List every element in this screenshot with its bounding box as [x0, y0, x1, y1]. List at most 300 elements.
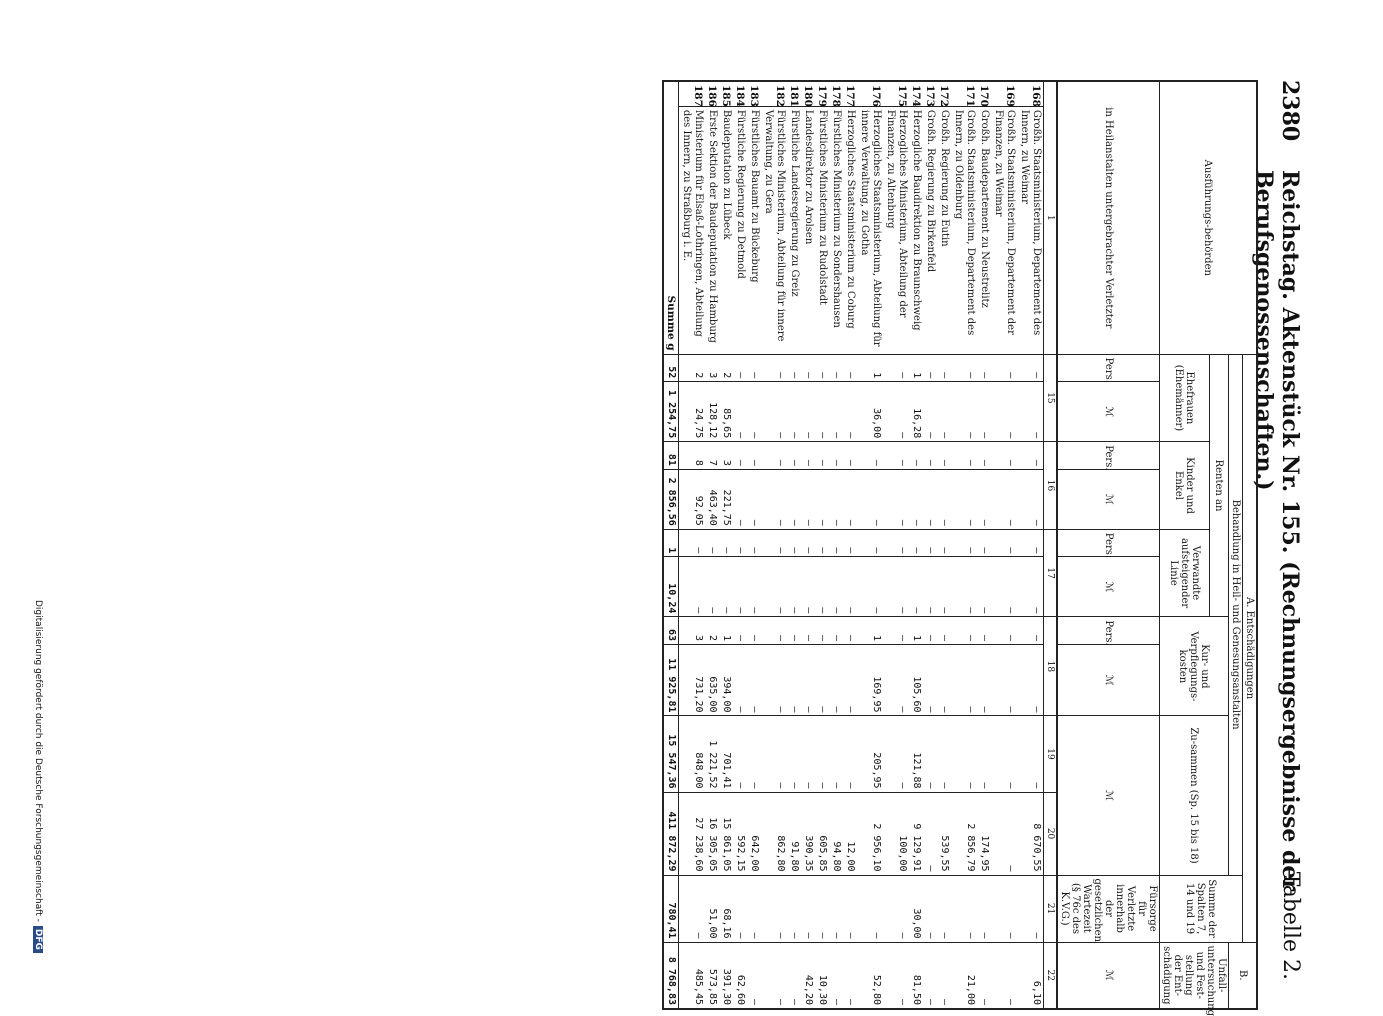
cell-p16: —	[991, 442, 1017, 470]
col-number: 22	[1044, 942, 1058, 1009]
cell-m18: —	[787, 645, 801, 716]
cell-p18: —	[815, 617, 829, 645]
cell-m21: —	[883, 875, 909, 942]
cell-m16: 92,05	[679, 469, 706, 529]
footer-text: Digitalisierung gefördert durch die Deutsche Forschungsgemeinschaft -	[33, 600, 43, 922]
cell-p17: —	[787, 529, 801, 557]
unit-mark: ℳ	[1057, 557, 1160, 617]
cell-m17: —	[857, 557, 883, 617]
cell-m22: 21,00	[951, 942, 977, 1009]
cell-m21: —	[951, 875, 977, 942]
unit-pers: Pers.	[1057, 529, 1160, 557]
cell-m20: 2 856,79	[951, 792, 977, 875]
cell-m21: —	[679, 875, 706, 942]
row-authority: Herzogliches Staatsministerium zu Coburg	[843, 106, 857, 354]
cell-m19: —	[977, 716, 991, 792]
cell-p15: —	[815, 354, 829, 382]
cell-m16: —	[761, 469, 787, 529]
row-authority: Großh. Baudepartement zu Neustrelitz	[977, 106, 991, 354]
cell-m21: —	[1017, 875, 1044, 942]
cell-m18: —	[883, 645, 909, 716]
header-kinder: Kinder und Enkel	[1160, 442, 1210, 530]
footer-credit	[33, 600, 43, 990]
cell-m20: 642,00	[747, 792, 761, 875]
cell-p15: —	[829, 354, 843, 382]
cell-p17: —	[801, 529, 815, 557]
cell-m15: 36,00	[857, 382, 883, 442]
sum-m18: 11 925,81	[663, 645, 679, 716]
cell-p18: —	[991, 617, 1017, 645]
cell-m18: —	[923, 645, 937, 716]
unit-pers: Pers.	[1057, 617, 1160, 645]
cell-m16: —	[923, 469, 937, 529]
cell-m16: —	[883, 469, 909, 529]
cell-p15: 1	[857, 354, 883, 382]
row-index: 177	[843, 81, 857, 106]
row-index: 174	[909, 81, 923, 106]
cell-p16: 7	[705, 442, 719, 470]
cell-m18: —	[843, 645, 857, 716]
cell-m20: 605,85	[815, 792, 829, 875]
cell-m16: —	[937, 469, 951, 529]
cell-m21: —	[937, 875, 951, 942]
cell-m15: —	[951, 382, 977, 442]
page-header	[1251, 80, 1313, 980]
cell-p17: —	[843, 529, 857, 557]
cell-m17: —	[909, 557, 923, 617]
row-index: 180	[801, 81, 815, 106]
cell-p17: —	[937, 529, 951, 557]
cell-p16: —	[977, 442, 991, 470]
cell-m22: —	[843, 942, 857, 1009]
row-authority: Großh. Regierung zu Eutin	[937, 106, 951, 354]
sum-p18: 63	[663, 617, 679, 645]
cell-p17: —	[883, 529, 909, 557]
cell-m20: 91,80	[787, 792, 801, 875]
row-authority: Herzogliche Baudirektion zu Braunschweig	[909, 106, 923, 354]
cell-m16: —	[909, 469, 923, 529]
cell-m22: 573,85	[705, 942, 719, 1009]
col-number: 21	[1044, 875, 1058, 942]
table-row	[761, 81, 787, 1009]
cell-m22: —	[991, 942, 1017, 1009]
cell-m16: —	[733, 469, 747, 529]
row-index: 186	[705, 81, 719, 106]
cell-m15: —	[977, 382, 991, 442]
cell-m17: —	[829, 557, 843, 617]
row-index: 182	[761, 81, 787, 106]
cell-p17: —	[923, 529, 937, 557]
sum-p17: 1	[663, 529, 679, 557]
cell-m21: —	[977, 875, 991, 942]
row-authority: Großh. Regierung zu Birkenfeld	[923, 106, 937, 354]
cell-p17: —	[733, 529, 747, 557]
cell-p16: —	[951, 442, 977, 470]
sum-m17: 10,24	[663, 557, 679, 617]
cell-m22: —	[923, 942, 937, 1009]
data-table	[662, 80, 1258, 1016]
cell-p16: —	[909, 442, 923, 470]
row-authority: Fürstliches Ministerium zu Rudolstadt	[815, 106, 829, 354]
row-index: 172	[937, 81, 951, 106]
cell-m17: —	[883, 557, 909, 617]
cell-m20: 16 305,05	[705, 792, 719, 875]
cell-p17: —	[815, 529, 829, 557]
cell-m15: 85,65	[719, 382, 733, 442]
cell-m20: 94,80	[829, 792, 843, 875]
page-title: Reichstag. Aktenstück Nr. 155. (Rechnungsergebnisse der Berufsgenossenschaften.)	[1251, 170, 1303, 892]
cell-m16: —	[747, 469, 761, 529]
cell-p15: —	[761, 354, 787, 382]
table-row	[733, 81, 747, 1009]
cell-m16: —	[951, 469, 977, 529]
table-row	[801, 81, 815, 1009]
cell-p15: —	[977, 354, 991, 382]
cell-m17: —	[747, 557, 761, 617]
row-index: 168	[1017, 81, 1044, 106]
sum-p16: 81	[663, 442, 679, 470]
cell-m18: 169,95	[857, 645, 883, 716]
cell-m22: —	[977, 942, 991, 1009]
table-row	[829, 81, 843, 1009]
table-row	[719, 81, 733, 1009]
cell-p18: —	[733, 617, 747, 645]
cell-m19: 1 221,52	[705, 716, 719, 792]
cell-p16: —	[815, 442, 829, 470]
cell-m15: 16,28	[909, 382, 923, 442]
cell-m17: —	[1017, 557, 1044, 617]
cell-p18: —	[923, 617, 937, 645]
row-index: 179	[815, 81, 829, 106]
cell-m19: —	[923, 716, 937, 792]
cell-m15: —	[937, 382, 951, 442]
cell-m20: —	[991, 792, 1017, 875]
table-row	[787, 81, 801, 1009]
cell-p15: —	[951, 354, 977, 382]
cell-m21: —	[801, 875, 815, 942]
cell-m17: —	[733, 557, 747, 617]
cell-m21: —	[829, 875, 843, 942]
table-row	[815, 81, 829, 1009]
cell-m15: —	[829, 382, 843, 442]
cell-p16: —	[923, 442, 937, 470]
sum-m20: 411 872,29	[663, 792, 679, 875]
cell-m21: 51,00	[705, 875, 719, 942]
sum-label: Summe g	[663, 81, 679, 354]
cell-p15: 2	[679, 354, 706, 382]
cell-p15: —	[1017, 354, 1044, 382]
cell-p16: —	[1017, 442, 1044, 470]
cell-p18: —	[977, 617, 991, 645]
cell-m16: —	[1017, 469, 1044, 529]
row-authority: Landesdirektor zu Arolsen	[801, 106, 815, 354]
cell-m17: —	[801, 557, 815, 617]
cell-m20: 592,15	[733, 792, 747, 875]
cell-m18: —	[801, 645, 815, 716]
cell-m18: —	[937, 645, 951, 716]
cell-m18: 635,00	[705, 645, 719, 716]
cell-m17: —	[843, 557, 857, 617]
cell-p15: —	[801, 354, 815, 382]
cell-m16: —	[977, 469, 991, 529]
col-number: 1	[1044, 81, 1058, 354]
cell-p18: —	[829, 617, 843, 645]
cell-m18: —	[747, 645, 761, 716]
cell-m19: —	[829, 716, 843, 792]
cell-p17: —	[1017, 529, 1044, 557]
header-group-a: A. Entschädigungen	[1243, 354, 1258, 942]
cell-m22: 81,50	[909, 942, 923, 1009]
unit-mark: ℳ	[1057, 469, 1160, 529]
cell-m21: —	[747, 875, 761, 942]
sum-m15: 1 254,75	[663, 382, 679, 442]
cell-m15: —	[733, 382, 747, 442]
cell-m22: —	[787, 942, 801, 1009]
cell-m19: —	[843, 716, 857, 792]
cell-p17: —	[909, 529, 923, 557]
cell-m16: —	[843, 469, 857, 529]
unit-pers: Pers.	[1057, 354, 1160, 382]
cell-m20: 27 238,60	[679, 792, 706, 875]
cell-m19: —	[815, 716, 829, 792]
cell-p15: —	[733, 354, 747, 382]
row-index: 176	[857, 81, 883, 106]
cell-p18: 1	[719, 617, 733, 645]
cell-m20: —	[923, 792, 937, 875]
unit-pers: Pers.	[1057, 442, 1160, 470]
sum-p15: 52	[663, 354, 679, 382]
cell-p18: —	[787, 617, 801, 645]
cell-m16: —	[787, 469, 801, 529]
table-row	[923, 81, 937, 1009]
cell-m19: —	[1017, 716, 1044, 792]
cell-m19: —	[991, 716, 1017, 792]
row-index: 175	[883, 81, 909, 106]
row-authority: Baudeputation zu Lübeck	[719, 106, 733, 354]
cell-m17: —	[787, 557, 801, 617]
cell-m22: 42,20	[801, 942, 815, 1009]
cell-m21: —	[733, 875, 747, 942]
cell-m19: 701,41	[719, 716, 733, 792]
cell-m21: 68,16	[719, 875, 733, 942]
cell-m15: —	[815, 382, 829, 442]
table-row	[937, 81, 951, 1009]
cell-m18: —	[977, 645, 991, 716]
cell-m19: —	[787, 716, 801, 792]
cell-m17: —	[937, 557, 951, 617]
cell-p18: 1	[857, 617, 883, 645]
cell-m19: —	[937, 716, 951, 792]
cell-m19: 205,95	[857, 716, 883, 792]
cell-p17: —	[829, 529, 843, 557]
table-body	[663, 81, 1044, 1009]
sum-m16: 2 856,56	[663, 469, 679, 529]
sum-m21: 780,41	[663, 875, 679, 942]
cell-m21: —	[787, 875, 801, 942]
header-kur: Kur- und Verpflegungs-kosten	[1160, 617, 1229, 716]
cell-p15: 2	[719, 354, 733, 382]
row-authority: Fürstliches Ministerium zu Sondershausen	[829, 106, 843, 354]
cell-m16: —	[991, 469, 1017, 529]
cell-p18: —	[761, 617, 787, 645]
cell-m19: —	[747, 716, 761, 792]
table-label: Tabelle 2.	[1278, 871, 1303, 980]
dfg-logo: DFG	[33, 926, 43, 953]
cell-m16: 221,75	[719, 469, 733, 529]
cell-m17: —	[815, 557, 829, 617]
cell-m20: 8 670,55	[1017, 792, 1044, 875]
row-index: 169	[991, 81, 1017, 106]
cell-m22: —	[747, 942, 761, 1009]
cell-m22: 62,60	[733, 942, 747, 1009]
cell-p16: —	[787, 442, 801, 470]
cell-m15: —	[883, 382, 909, 442]
cell-p17: —	[719, 529, 733, 557]
cell-p15: —	[883, 354, 909, 382]
cell-m22: 485,45	[679, 942, 706, 1009]
unit-mark: ℳ	[1057, 942, 1160, 1009]
table-row	[1017, 81, 1044, 1009]
cell-m16: —	[815, 469, 829, 529]
cell-m22: 391,30	[719, 942, 733, 1009]
table-row	[991, 81, 1017, 1009]
col-number: 18	[1044, 617, 1058, 716]
cell-m19: —	[883, 716, 909, 792]
cell-m18: —	[991, 645, 1017, 716]
cell-p15: —	[991, 354, 1017, 382]
cell-m15: —	[787, 382, 801, 442]
cell-p18: 3	[679, 617, 706, 645]
header-authority: Ausführungs-behörden	[1160, 81, 1258, 354]
cell-p16: 8	[679, 442, 706, 470]
cell-m15: —	[1017, 382, 1044, 442]
cell-p16: —	[733, 442, 747, 470]
cell-p16: —	[937, 442, 951, 470]
unit-mark: ℳ	[1057, 645, 1160, 716]
table-row	[679, 81, 706, 1009]
cell-p16: —	[829, 442, 843, 470]
row-index: 184	[733, 81, 747, 106]
cell-p17: —	[679, 529, 706, 557]
cell-m21: —	[761, 875, 787, 942]
cell-m20: 12,00	[843, 792, 857, 875]
cell-m17: —	[991, 557, 1017, 617]
cell-m18: 394,00	[719, 645, 733, 716]
cell-m17: —	[719, 557, 733, 617]
header-summe: Summe der Spalten 7, 14 und 19	[1160, 875, 1243, 942]
cell-p16: —	[761, 442, 787, 470]
cell-p15: 1	[909, 354, 923, 382]
table-row	[857, 81, 883, 1009]
cell-m18: —	[815, 645, 829, 716]
cell-m19: —	[801, 716, 815, 792]
cell-m20: 100,00	[883, 792, 909, 875]
row-authority: Erste Sektion der Baudeputation zu Hamburg	[705, 106, 719, 354]
sum-m19: 15 547,36	[663, 716, 679, 792]
cell-p18: —	[883, 617, 909, 645]
cell-p18: —	[747, 617, 761, 645]
cell-m15: 24,75	[679, 382, 706, 442]
cell-p18: 2	[705, 617, 719, 645]
cell-m17: —	[923, 557, 937, 617]
cell-m20: 9 129,91	[909, 792, 923, 875]
table-row	[909, 81, 923, 1009]
cell-m22: —	[883, 942, 909, 1009]
cell-p16: —	[843, 442, 857, 470]
col-number: 19	[1044, 716, 1058, 792]
cell-p18: —	[937, 617, 951, 645]
cell-p15: —	[843, 354, 857, 382]
cell-p18: 1	[909, 617, 923, 645]
row-authority: Fürstliches Bauamt zu Bückeburg	[747, 106, 761, 354]
table-row	[977, 81, 991, 1009]
row-authority: Ministerium für Elsaß-Lothringen, Abteilung des Innern, zu Straßburg i. E.	[679, 106, 706, 354]
header-renten: Renten an	[1209, 354, 1228, 617]
cell-m20: 174,95	[977, 792, 991, 875]
cell-p18: —	[951, 617, 977, 645]
cell-p16: —	[801, 442, 815, 470]
row-authority: Großh. Staatsministerium, Departement der Finanzen, zu Weimar	[991, 106, 1017, 354]
cell-m15: —	[843, 382, 857, 442]
cell-m19: —	[733, 716, 747, 792]
cell-m17: —	[761, 557, 787, 617]
col-number: 16	[1044, 442, 1058, 530]
cell-p17: —	[857, 529, 883, 557]
cell-m22: 52,80	[857, 942, 883, 1009]
cell-m15: —	[801, 382, 815, 442]
cell-m17: —	[705, 557, 719, 617]
cell-m21: —	[991, 875, 1017, 942]
cell-p18: —	[1017, 617, 1044, 645]
cell-m19: 121,88	[909, 716, 923, 792]
row-index: 171	[951, 81, 977, 106]
sum-m22: 8 768,83	[663, 942, 679, 1009]
cell-p16: 3	[719, 442, 733, 470]
cell-m18: —	[829, 645, 843, 716]
cell-m19: 848,00	[679, 716, 706, 792]
row-authority: Herzogliches Staatsministerium, Abteilung für innere Verwaltung, zu Gotha	[857, 106, 883, 354]
cell-m16: —	[829, 469, 843, 529]
cell-m18: —	[1017, 645, 1044, 716]
header-group-b: B.	[1229, 942, 1258, 1009]
row-authority: Fürstliches Ministerium, Abteilung für innere Verwaltung, zu Gera	[761, 106, 787, 354]
row-index: 170	[977, 81, 991, 106]
cell-p15: —	[923, 354, 937, 382]
cell-m20: 862,80	[761, 792, 787, 875]
cell-m21: —	[843, 875, 857, 942]
cell-m21: 30,00	[909, 875, 923, 942]
cell-p17: —	[991, 529, 1017, 557]
header-fuersorge: Fürsorge für Verletzte innerhalb der gesetzlichen Wartezeit (§ 76c des K.V.G.)	[1057, 875, 1160, 942]
cell-m16: —	[857, 469, 883, 529]
cell-p16: —	[747, 442, 761, 470]
cell-m22: —	[937, 942, 951, 1009]
header-ehefrauen: Ehefrauen (Ehemänner)	[1160, 354, 1210, 442]
row-authority: Herzogliches Ministerium, Abteilung der Finanzen, zu Altenburg	[883, 106, 909, 354]
header-verletzte: in Heilanstalten untergebrachter Verletzter	[1057, 81, 1160, 354]
cell-p18: —	[843, 617, 857, 645]
row-authority: Fürstliche Regierung zu Detmold	[733, 106, 747, 354]
row-authority: Großh. Staatsministerium, Departement des Innern, zu Weimar	[1017, 106, 1044, 354]
cell-p17: —	[747, 529, 761, 557]
row-authority: Fürstliche Landesregierung zu Greiz	[787, 106, 801, 354]
cell-m22: —	[829, 942, 843, 1009]
cell-p18: —	[801, 617, 815, 645]
cell-m15: 128,12	[705, 382, 719, 442]
row-index: 187	[679, 81, 706, 106]
header-heil: Behandlung in Heil- und Genesungsanstalten	[1229, 354, 1243, 875]
cell-m20: 2 956,10	[857, 792, 883, 875]
